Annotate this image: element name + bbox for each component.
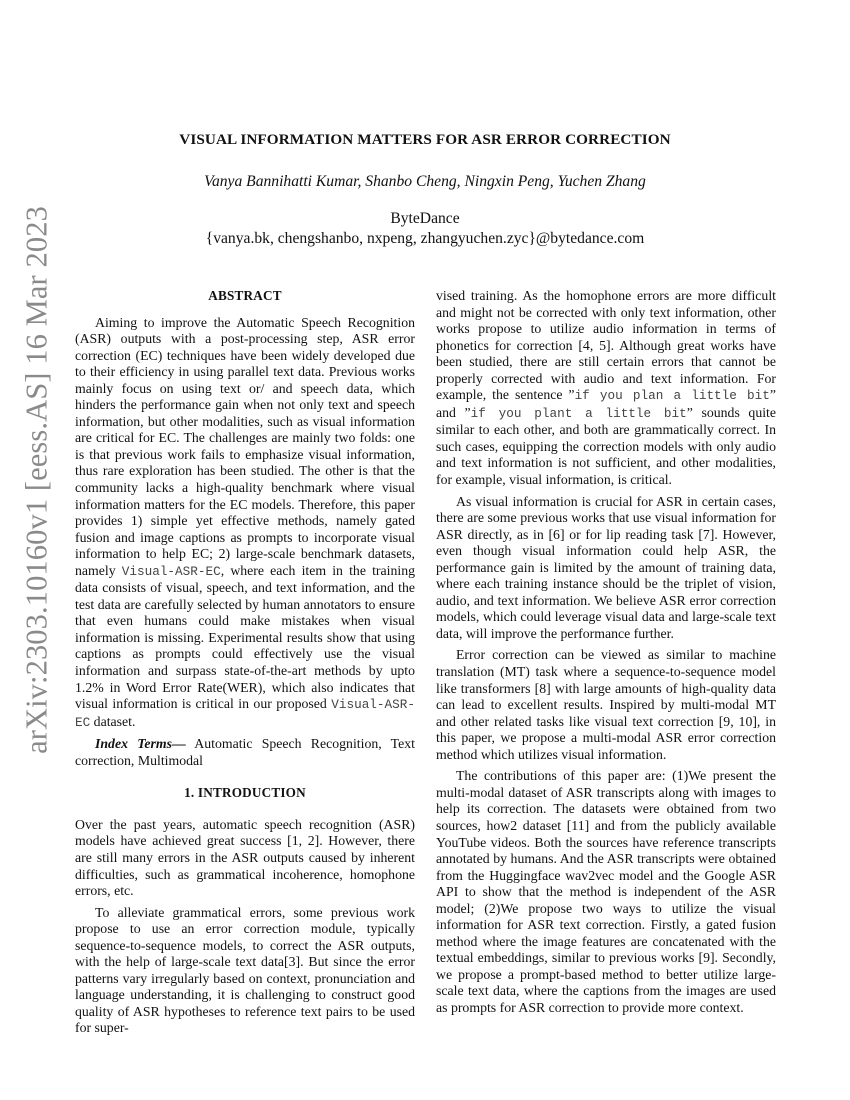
intro-paragraph: Over the past years, automatic speech recognition (ASR) models have achieved great success [1, 2]. However, there are still many errors in the ASR outputs caused by inherent difficulties, such as grammatical incoherence, homophone errors, etc. [75,816,415,899]
abstract-heading: ABSTRACT [208,288,282,303]
arxiv-stamp [12,206,62,754]
contributions-paragraph: The contributions of this paper are: (1)We present the multi-modal dataset of ASR transcripts along with images to help its correction. The datasets were obtained from two sources, how2 dataset [11] and from the publicly available YouTube videos. Both the sources have reference transcripts annotated by humans. And the ASR transcripts were obtained from the Huggingface wav2vec model and the Google ASR API to show that the method is independent of the ASR model; (2)We propose two ways to utilize the visual information for ASR text correction. Firstly, a gated fusion method where the image features are concatenated with the textual embeddings, similar to previous works [9]. Secondly, we propose a prompt-based method to better utilize large-scale text data, where the captions from the images are used as prompts for ASR correction to provide more context. [436,768,776,1015]
intro-heading: 1. INTRODUCTION [184,785,306,801]
index-terms-label: Index Terms— [95,736,186,752]
left-column [75,288,415,1037]
intro-paragraph: Error correction can be viewed as similar to machine translation (MT) task where a sequence-to-sequence model like transformers [8] with large amounts of high-quality data can lead to excellent results. Inspired by multi-modal MT and other related tasks like visual text correction [9, 10], in this paper, we propose a multi-modal ASR error correction method which utilizes visual information. [436,647,776,762]
intro-paragraph: To alleviate grammatical errors, some previous work propose to use an error correction module, typically sequence-to-sequence models, to correct the ASR outputs, with the help of large-scale text data[3]. But since the error patterns vary irregularly based on context, pronunciation and language understanding, it is challenging to construct good quality of ASR hypotheses to reference text pairs to be used for super- [75,904,415,1036]
author-emails: {vanya.bk, chengshanbo, nxpeng, zhangyuchen.zyc}@bytedance.com [205,230,645,247]
paper-title: VISUAL INFORMATION MATTERS FOR ASR ERROR CORRECTION [179,131,671,148]
example-sentence: if you plant a little bit [470,405,687,421]
affiliation: ByteDance [390,210,460,227]
right-column [436,288,776,1017]
intro-paragraph: vised training. As the homophone errors are more difficult and might not be corrected with only text information, other works propose to utilize audio information in terms of phonetics for correction [4, 5]. Although great works have been studied, there are still certain errors that cannot be properly corrected with audio and text information. For example, the sentence ”if you plan a little bit” and ”if you plant a little bit” sounds quite similar to each other, and both are grammatically correct. In such cases, equipping the correction models with only audio and text information is not sufficient, and other modalities, for example, visual information, is critical. [436,288,777,488]
author-list: Vanya Bannihatti Kumar, Shanbo Cheng, Ningxin Peng, Yuchen Zhang [204,173,646,190]
dataset-name: Visual-ASR-EC [121,563,221,579]
dataset-name: Visual-ASR-EC [75,697,415,730]
example-sentence: if you plan a little bit [574,388,770,404]
intro-paragraph: As visual information is crucial for ASR in certain cases, there are some previous works that use visual information for ASR directly, as in [6] or for lip reading task [7]. However, even though visual information could help ASR, the performance gain is limited by the amount of training data, where each training instance should be the triplet of vision, audio, and text information. We believe ASR error correction models, which could leverage visual data and large-scale text data, will improve the performance further. [436,493,776,641]
abstract-body: Aiming to improve the Automatic Speech Recognition (ASR) outputs with a post-processing step, ASR error correction (EC) techniques have been widely developed due to their efficiency in using parallel text data. Previous works mainly focus on using text or/ and speech data, which hinders the performance gain when not only text and speech information, but other modalities, such as visual information are critical for EC. The challenges are mainly two folds: one is that previous work fails to emphasize visual information, thus rare exploration has been studied. The other is that the community lacks a high-quality benchmark where visual information matters for the EC models. Therefore, this paper provides 1) simple yet effective methods, namely gated fusion and image captions as prompts to incorporate visual information to help EC; 2) large-scale benchmark datasets, namely Visual-ASR-EC, where each item in the training data consists of visual, speech, and text information, and the test data are carefully selected by human annotators to ensure that even humans could make mistakes when visual information is missing. Experimental results show that using captions as prompts could effectively use the visual information and surpass state-of-the-art methods by upto 1.2% in Word Error Rate(WER), which also indicates that visual information is critical in our proposed Visual-ASR-EC dataset. [75,314,415,730]
arxiv-identifier: arXiv:2303.10160v1 [eess.AS] 16 Mar 2023 [19,206,54,754]
index-terms: Index Terms— Automatic Speech Recognition, Text correction, Multimodal [75,736,416,768]
